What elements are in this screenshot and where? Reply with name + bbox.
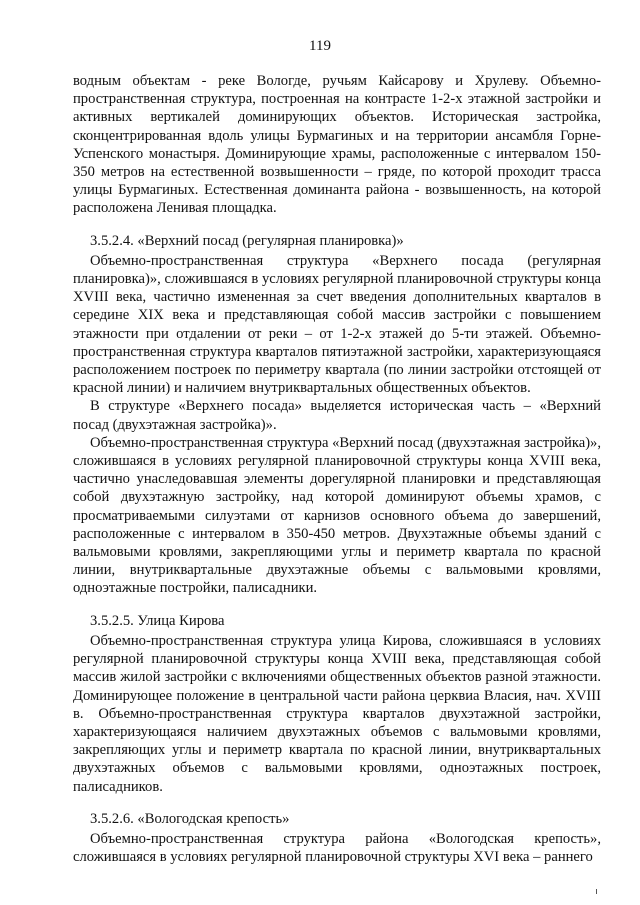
paragraph-verkhniy-posad-regular: Объемно-пространственная структура «Верхнего посада (регулярная планировка)», сложившаяся в условиях регулярной планировочной структуры конца XVIII века, частично измененная за счет введения дополнительных кварталов в середине XIX века и представляющая собой массив застройки с повышением этажности при отдалении от реки – от 1-2-х этажей до 5-ти этажей. Объемно-пространственная структура кварталов пятиэтажной застройки, характеризующаяся расположением построек по периметру квартала (по линии застройки отстоящей от красной линии) и наличием внутриквартальных общественных объектов. <box>73 252 601 397</box>
section-heading-3-5-2-4: 3.5.2.4. «Верхний посад (регулярная планировка)» <box>90 232 404 249</box>
section-heading-3-5-2-6: 3.5.2.6. «Вологодская крепость» <box>90 810 290 827</box>
scan-margin-mark <box>596 889 597 894</box>
paragraph-intro-continuation: водным объектам - реке Вологде, ручьям Кайсарову и Хрулеву. Объемно-пространственная структура, построенная на контрасте 1-2-х этажной застройки и активных вертикалей доминирующих объектов. Историческая застройка, сконцентрированная вдоль улицы Бурмагиных и на территории ансамбля Горне-Успенского монастыря. Доминирующие храмы, расположенные с интервалом 150-350 метров на естественной возвышенности – гряде, по которой проходит трасса улицы Бурмагиных. Естественная доминанта района - возвышенность, на которой расположена Ленивая площадка. <box>73 73 601 217</box>
paragraph-kirov-street: Объемно-пространственная структура улица Кирова, сложившаяся в условиях регулярной планировочной структуры конца XVIII века, представляющая собой массив жилой застройки с включениями общественных объектов разной этажности. Доминирующее положение в центральной части района церквиа Власия, нач. XVIII в. Объемно-пространственная структура кварталов двухэтажной застройки, характеризующаяся наличием двухэтажных объемов с вальмовыми кровлями, закрепляющих углы и периметр квартала по красной линии, внутриквартальных двухэтажных объемов с вальмовыми кровлями, одноэтажных построек, палисадников. <box>73 632 601 795</box>
page-number: 119 <box>309 38 331 54</box>
paragraph-verkhniy-posad-historic-part: В структуре «Верхнего посада» выделяется историческая часть – «Верхний посад (двухэтажная застройка)». <box>73 398 601 433</box>
section-heading-3-5-2-5: 3.5.2.5. Улица Кирова <box>90 612 225 629</box>
paragraph-vologda-fortress: Объемно-пространственная структура района «Вологодская крепость», сложившаяся в условиях регулярной планировочной структуры XVI века – раннего <box>73 830 601 866</box>
paragraph-verkhniy-posad-two-storey: Объемно-пространственная структура «Верхний посад (двухэтажная застройка)», сложившаяся в условиях регулярной планировочной структуры конца XVIII века, частично унаследовавшая элементы дорегулярной планировки и представляющая собой двухэтажную застройку, над которой доминируют объемы храмов, с просматриваемыми силуэтами от карнизов основного объема до завершений, расположенные с интервалом в 350-450 метров. Двухэтажные объемы зданий с вальмовыми кровлями, закрепляющими углы и периметр квартала по красной линии, внутриквартальные двухэтажные объемы с вальмовыми кровлями, одноэтажные постройки, палисадники. <box>73 434 601 597</box>
document-body <box>73 72 601 866</box>
